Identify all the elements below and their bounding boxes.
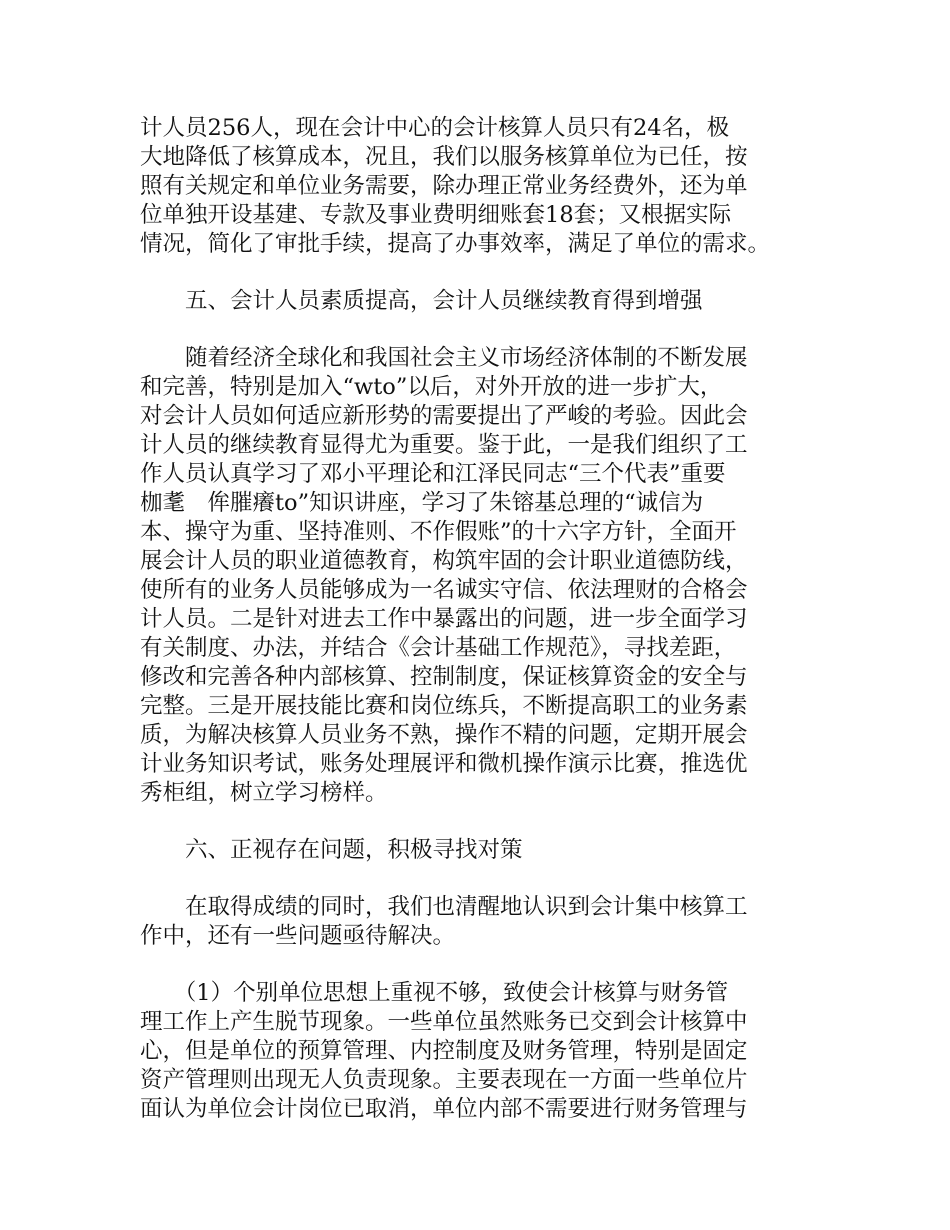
paragraph-gap [140,259,812,287]
text-line: 使所有的业务人员能够成为一名诚实守信、依法理财的合格会 [140,577,748,603]
text-line: 照有关规定和单位业务需要，除办理正常业务经费外，还为单 [140,173,748,199]
text-line: 在取得成绩的同时，我们也清醒地认识到会计集中核算工 [140,894,748,920]
text-line: 作人员认真学习了邓小平理论和江泽民同志“三个代表”重要 [140,461,726,487]
paragraph-problem-one [140,979,812,1124]
text-line: 修改和完善各种内部核算、控制制度，保证核算资金的安全与 [140,664,748,690]
paragraph-gap [140,951,812,979]
heading-line: 六、正视存在问题，积极寻找对策 [140,837,523,863]
text-line: 计人员。二是针对进去工作中暴露出的问题，进一步全面学习 [140,606,748,632]
heading-line: 五、会计人员素质提高，会计人员继续教育得到增强 [140,288,703,314]
text-line: 理工作上产生脱节现象。一些单位虽然账务已交到会计核算中 [140,1009,748,1035]
text-line: 计人员的继续教育显得尤为重要。鉴于此，一是我们组织了工 [140,432,748,458]
text-line: 本、操守为重、坚持准则、不作假账”的十六字方针，全面开 [140,519,737,545]
text-line: 面认为单位会计岗位已取消，单位内部不需要进行财务管理与 [140,1096,748,1122]
text-line: （1）个别单位思想上重视不够，致使会计核算与财务管 [140,980,729,1006]
text-line: 心，但是单位的预算管理、内控制度及财务管理，特别是固定 [140,1038,748,1064]
section-heading-five [140,287,812,316]
paragraph-gap [140,865,812,893]
text-line: 计人员256人，现在会计中心的会计核算人员只有24名，极 [140,115,730,141]
text-line: 展会计人员的职业道德教育，构筑牢固的会计职业道德防线， [140,548,748,574]
text-line: 位单独开设基建、专款及事业费明细账套18套；又根据实际 [140,202,732,228]
text-line: 资产管理则出现无人负责现象。主要表现在一方面一些单位片 [140,1067,748,1093]
text-line: 枷耄 侔膗癢to”知识讲座，学习了朱镕基总理的“诚信为 [140,490,704,516]
text-line: 情况，简化了审批手续，提高了办事效率，满足了单位的需求。 [140,231,771,257]
text-line: 计业务知识考试，账务处理展评和微机操作演示比赛，推选优 [140,751,748,777]
text-line: 和完善，特别是加入“wto”以后，对外开放的进一步扩大， [140,374,723,400]
text-line: 作中，还有一些问题亟待解决。 [140,923,456,949]
text-line: 完整。三是开展技能比赛和岗位练兵，不断提高职工的业务素 [140,693,748,719]
section-heading-six [140,836,812,865]
text-line: 秀柜组，树立学习榜样。 [140,780,388,806]
text-line: 对会计人员如何适应新形势的需要提出了严峻的考验。因此会 [140,403,748,429]
paragraph-continuing-education [140,344,812,808]
paragraph-gap [140,808,812,836]
paragraph-gap [140,316,812,344]
text-line: 有关制度、办法，并结合《会计基础工作规范》，寻找差距， [140,635,737,661]
paragraph-problems-intro [140,893,812,951]
text-line: 质，为解决核算人员业务不熟，操作不精的问题，定期开展会 [140,722,748,748]
document-body [140,114,812,1124]
text-line: 大地降低了核算成本，况且，我们以服务核算单位为已任，按 [140,144,748,170]
paragraph-staff-cost [140,114,812,259]
text-line: 随着经济全球化和我国社会主义市场经济体制的不断发展 [140,345,748,371]
